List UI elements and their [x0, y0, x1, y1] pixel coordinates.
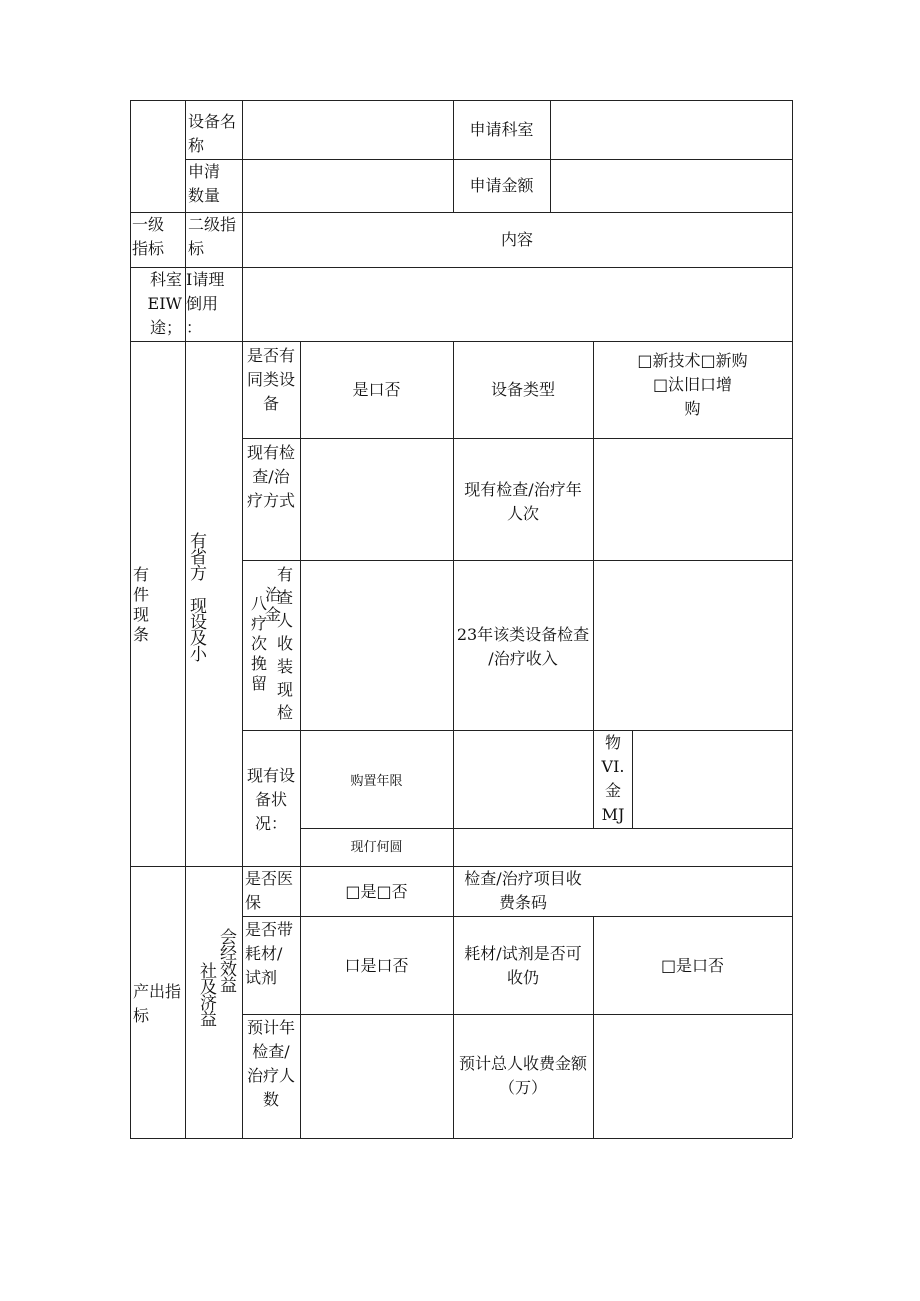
grid-line	[242, 730, 792, 731]
income-label-col2: 有 查 人 收 装 现 检	[276, 565, 293, 722]
group2-sublabel-1: 会经效益	[216, 928, 236, 992]
group1-label: 有 件 现 条	[133, 565, 150, 644]
grid-line	[242, 438, 792, 439]
asset-amount-label: 物 VI. 金 MJ	[601, 733, 625, 824]
grid-line	[453, 828, 454, 866]
group2-sublabel-2: 社及济益	[196, 962, 216, 1026]
grid-line	[185, 159, 792, 160]
grid-line	[453, 730, 454, 828]
apply-dept-label: 申请科室	[469, 120, 534, 139]
content-header: 内容	[500, 230, 533, 249]
grid-line	[130, 100, 131, 1138]
grid-line	[300, 866, 301, 1138]
annual-patients-label: 预计年 检查/ 治疗人 数	[246, 1018, 295, 1109]
grid-line	[130, 341, 792, 342]
grid-line	[242, 1014, 792, 1015]
level1-indicator-label: 一级 指标	[132, 215, 165, 258]
apply-amount-label: 申请金额	[469, 176, 534, 195]
income-2023-label: 23年该类设备检查 /治疗收入	[456, 625, 590, 668]
grid-line	[792, 100, 793, 1138]
insurance-value[interactable]: □是□否	[345, 882, 408, 901]
grid-line	[242, 560, 792, 561]
equipment-status-label: 现有设 备状 况：	[246, 766, 295, 833]
purchase-years-label: 购置年限	[350, 774, 403, 789]
dept-use-label-2: I请理 倒用 ：	[186, 270, 225, 337]
grid-line	[300, 828, 792, 829]
grid-line	[632, 730, 633, 828]
consumables-charge-label: 耗材/试剂是否可 收仍	[464, 944, 582, 987]
income-label-col1: 八 疗 次 挽 留	[250, 594, 267, 693]
group1-sublabel-2: 现设及小	[186, 597, 206, 661]
group1-sublabel: 有省方	[186, 532, 206, 580]
grid-line	[242, 916, 792, 917]
group2-label: 产出指 标	[133, 982, 182, 1025]
grid-line	[130, 1138, 792, 1139]
income-label-col3: 治 金	[264, 585, 281, 624]
dept-use-label: 科室 EIW 途；	[147, 270, 182, 337]
current-method-label: 现有检 查/治 疗方式	[246, 443, 295, 510]
grid-line	[130, 100, 792, 101]
current-annual-count-label: 现有检查/治疗年 人次	[464, 480, 582, 523]
current-condition-label: 现仃何圆	[350, 840, 403, 855]
consumables-value[interactable]: 口是口否	[344, 956, 409, 975]
grid-line	[593, 916, 594, 1138]
insurance-label: 是否医 保	[245, 869, 294, 912]
same-equipment-label: 是否有 同类设 备	[246, 346, 295, 413]
consumables-label: 是否带 耗材/ 试剂	[245, 920, 294, 987]
fee-code-label: 检查/治疗项目收 费条码	[464, 869, 582, 912]
grid-line	[593, 730, 594, 828]
level2-indicator-label: 二级指 标	[188, 215, 237, 258]
annual-income-label: 预计总人收费金额 （万）	[458, 1054, 587, 1097]
apply-quantity-label: 申清 数量	[188, 162, 221, 205]
same-equipment-value[interactable]: 是口否	[352, 380, 401, 399]
grid-line	[550, 100, 551, 212]
consumables-charge-value[interactable]: □是口否	[660, 956, 725, 975]
grid-line	[242, 100, 243, 341]
equipment-name-label: 设备名 称	[188, 112, 237, 155]
equipment-type-label: 设备类型	[490, 380, 555, 399]
equipment-type-options[interactable]: □新技术□新购 □汰旧口增 购	[637, 351, 748, 418]
